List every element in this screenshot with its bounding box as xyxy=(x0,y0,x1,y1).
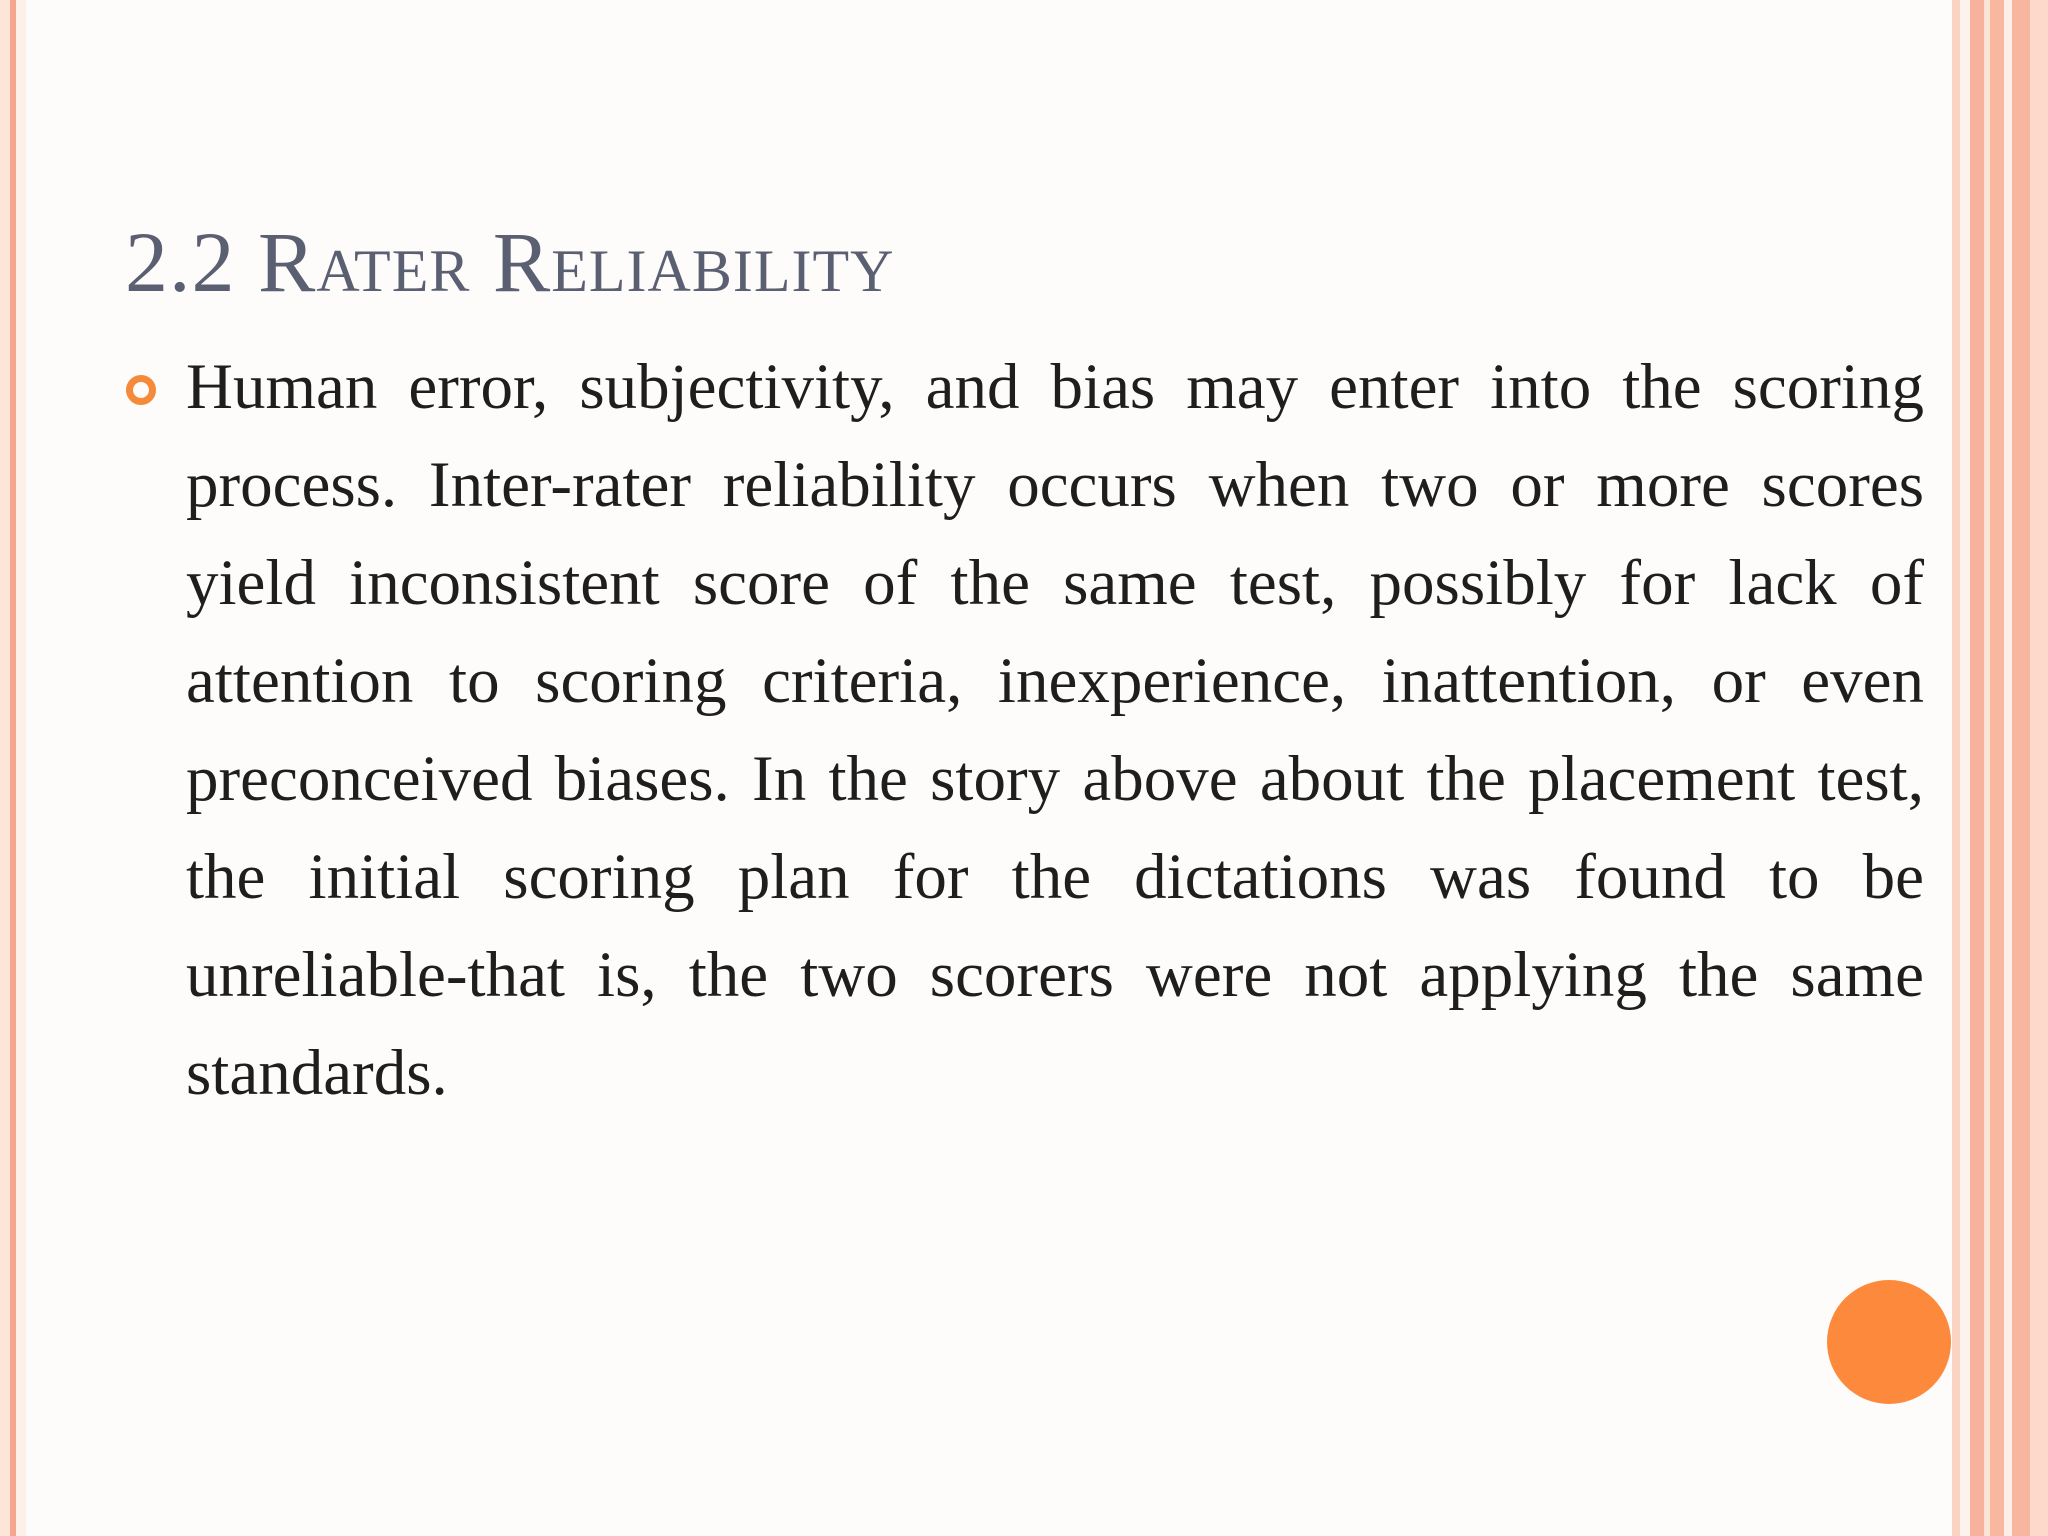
hollow-circle-bullet-icon xyxy=(126,375,156,405)
right-border-decoration xyxy=(1952,0,2048,1536)
slide-title: 2.2 Rater Reliability xyxy=(125,214,895,310)
orange-circle-decoration xyxy=(1827,1280,1951,1404)
left-border-decoration xyxy=(0,0,26,1536)
bullet-text: Human error, subjectivity, and bias may enter into the scoring process. Inter-rater reliability occurs when two or more scores yield inconsistent score of the same test, possibly for lack of attention to scoring criteria, inexperience, inattention, or even preconceived biases. In the story above about the placement test, the initial scoring plan for the dictations was found to be unreliable-that is, the two scorers were not applying the same standards. xyxy=(186,351,1924,1109)
